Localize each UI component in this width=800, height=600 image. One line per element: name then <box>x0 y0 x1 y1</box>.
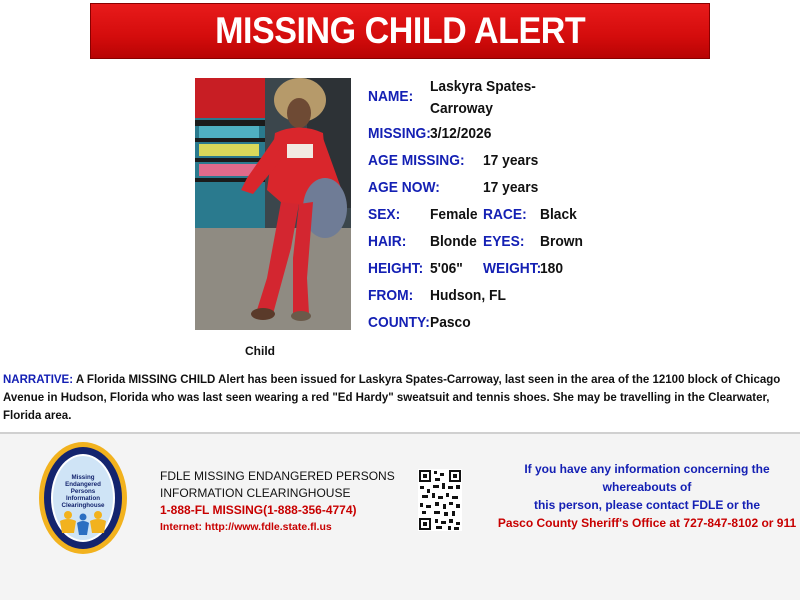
sex-label: SEX: <box>368 206 401 223</box>
alert-banner <box>90 3 710 59</box>
contact-line2: this person, please contact FDLE or the <box>533 498 761 512</box>
missing-value: 3/12/2026 <box>430 125 492 142</box>
weight-value: 180 <box>540 260 564 277</box>
narrative-text: A Florida MISSING CHILD Alert has been issued for Laskyra Spates-Carroway, last seen in the area of the 12100 block of Chicago Avenue in Hudson, Florida who was last seen wearing a red "Ed Hardy" sweatsuit and tennis shoes. She may be travelling in the Clearwater, Florida area. <box>3 374 781 422</box>
age-missing-value: 17 years <box>483 152 539 169</box>
contact-line1: If you have any information concerning the whereabouts of <box>524 462 770 494</box>
mepic-logo <box>38 441 128 555</box>
logo-text-1: Missing <box>71 474 95 481</box>
from-value: Hudson, FL <box>430 287 506 304</box>
org-phone: 1-888-FL MISSING(1-888-356-4774) <box>160 503 357 517</box>
county-value: Pasco <box>430 314 471 331</box>
age-now-value: 17 years <box>483 179 539 196</box>
weight-label: WEIGHT: <box>483 260 542 277</box>
footer-divider <box>0 432 800 434</box>
hair-label: HAIR: <box>368 233 407 250</box>
from-label: FROM: <box>368 287 414 304</box>
hair-value: Blonde <box>430 233 477 250</box>
race-label: RACE: <box>483 206 527 223</box>
name-line1: Laskyra Spates- <box>430 78 536 95</box>
clearinghouse-info <box>160 468 395 536</box>
race-value: Black <box>540 206 577 223</box>
name-label: NAME: <box>368 88 414 105</box>
age-missing-label: AGE MISSING: <box>368 152 465 169</box>
height-value: 5'06" <box>430 260 463 277</box>
age-now-label: AGE NOW: <box>368 179 440 196</box>
alert-title: MISSING CHILD ALERT <box>214 10 586 51</box>
org-internet: Internet: http://www.fdle.state.fl.us <box>160 521 332 533</box>
logo-text-2: Endangered <box>65 481 101 488</box>
logo-text-5: Clearinghouse <box>61 502 105 509</box>
name-line2: Carroway <box>430 100 493 117</box>
height-label: HEIGHT: <box>368 260 424 277</box>
eyes-label: EYES: <box>483 233 525 250</box>
org-line2: INFORMATION CLEARINGHOUSE <box>160 486 351 500</box>
county-label: COUNTY: <box>368 314 430 331</box>
contact-info <box>494 460 800 532</box>
sex-value: Female <box>430 206 478 223</box>
org-line1: FDLE MISSING ENDANGERED PERSONS <box>160 469 395 483</box>
photo-caption: Child <box>245 344 275 358</box>
narrative <box>3 371 793 425</box>
eyes-value: Brown <box>540 233 583 250</box>
child-photo <box>195 78 351 330</box>
narrative-label: NARRATIVE: <box>3 374 74 386</box>
missing-label: MISSING: <box>368 125 431 142</box>
logo-text-4: Information <box>65 495 101 502</box>
logo-text-3: Persons <box>70 488 96 495</box>
contact-line3: Pasco County Sheriff's Office at 727-847-8102 or 911 <box>497 516 797 530</box>
qr-code[interactable] <box>418 469 462 531</box>
